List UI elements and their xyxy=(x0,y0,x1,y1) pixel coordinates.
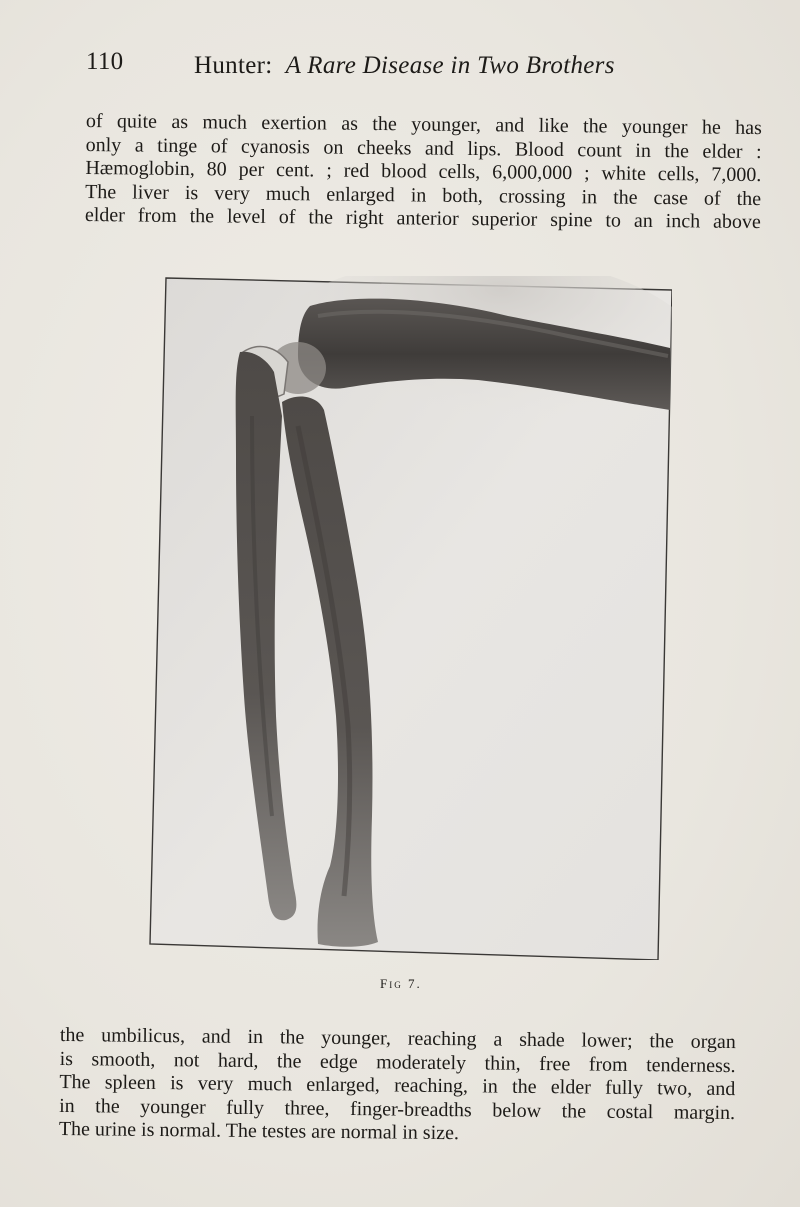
paragraph-top xyxy=(85,110,762,235)
text-line: only a tinge of cyanosis on cheeks and lips. Blood count in the elder : xyxy=(85,133,762,163)
xray-figure xyxy=(148,276,672,960)
header-separator: : xyxy=(265,52,273,79)
figure-caption: Fig 7. xyxy=(380,976,422,991)
page-number: 110 xyxy=(86,48,124,75)
author-name: Hunter xyxy=(194,52,266,79)
xray-image xyxy=(148,276,672,960)
text-line: The spleen is very much enlarged, reaching, in the elder fully two, and xyxy=(59,1071,736,1101)
text-line: the umbilicus, and in the younger, reaching a shade lower; the organ xyxy=(59,1024,736,1054)
text-line: in the younger fully three, finger-breadths below the costal margin. xyxy=(59,1094,736,1124)
text-line: is smooth, not hard, the edge moderately thin, free from tenderness. xyxy=(59,1047,736,1077)
article-title: A Rare Disease in Two Brothers xyxy=(285,52,615,79)
text-line: of quite as much exertion as the younger, and like the younger he has xyxy=(85,110,762,140)
running-head xyxy=(194,52,615,80)
text-line: The urine is normal. The testes are normal in size. xyxy=(58,1118,460,1145)
text-line: elder from the level of the right anterior superior spine to an inch above xyxy=(84,204,761,234)
paragraph-bottom xyxy=(59,1024,736,1149)
text-line: The liver is very much enlarged in both, crossing in the case of the xyxy=(85,180,762,210)
page-header xyxy=(86,48,766,88)
text-line: Hæmoglobin, 80 per cent. ; red blood cells, 6,000,000 ; white cells, 7,000. xyxy=(85,157,762,187)
